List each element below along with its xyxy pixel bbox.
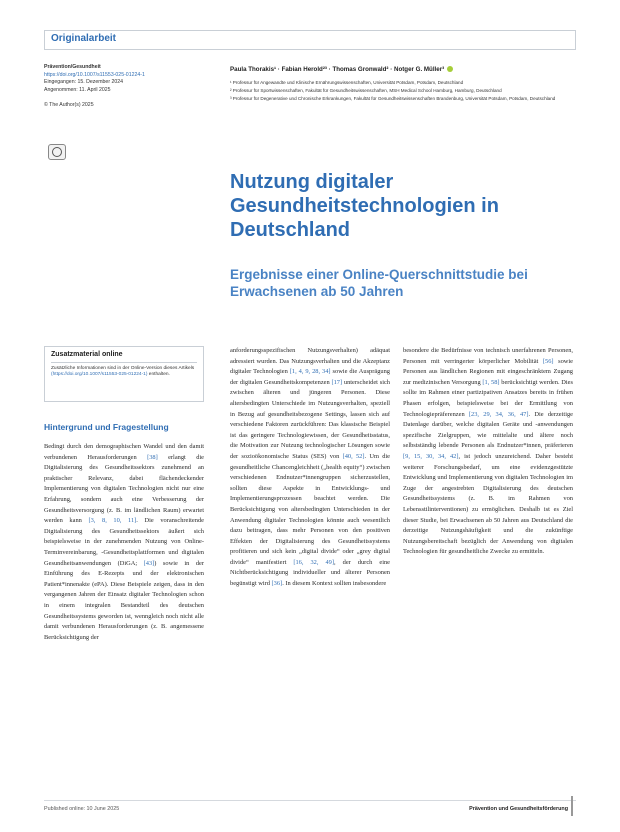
supplement-tail: enthalten. — [147, 372, 170, 378]
article-type-bar — [44, 30, 576, 50]
citation-link[interactable]: [9, 15, 30, 34, 42] — [403, 452, 459, 460]
meta-label: Prävention/Gesundheit — [44, 64, 101, 70]
col1-text: . Die voranschreitende Digitalisierung des Gesundheitssektors äußert sich beispielsweise in der zunehmenden Nutzung von Online-Terminvereinbarung, -Gesundheitsplattformen und digitalen Gesundheitsanwendungen (DiGA; — [44, 517, 204, 567]
journal-name: Prävention und Gesundheitsförderung — [469, 806, 568, 812]
col3-text: berücksichtigt werden. Dies sollte im Rahmen einer partizipativen Ansatzes bereits in frühen Phasen erfolgen, beispielsweise bei der Ermittlung von Technologiepräferenzen — [403, 378, 573, 418]
col2-text: unterscheidet sich zwischen älteren und jüngeren Personen. Diese altersbedingten Unterschiede im Nutzungsverhalten, speziell in Bezug auf gesundheitsbezogene Settings, lassen sich auf verschiedene Faktoren zurückführen: Das klassische Beispiel ist das geringere Technologiewissen, der Gesundheitsstatus, die Motivation zur Nutzung technologischer Lösungen sowie der sozioökonomische Status (SES) von — [230, 378, 391, 460]
col3-text: . Die derzeitige Datenlage darüber, welche digitalen Geräte und -anwendungen spezifische Zielgruppen, wie mittelalte und ältere noch selbstständig lebende Personen als Endnutzer*innen, präferieren — [403, 410, 574, 450]
body-column-3 — [403, 346, 573, 558]
col2-text: , der durch eine Nichtberücksichtigung individueller und älterer Personen begünstigt wird — [230, 558, 390, 588]
col2-text: . Um die gesundheitliche Chancengleichheit („health equity“) zwischen verschiedenen Endnutzer*innengruppen sicherzustellen, sollten diese Aspekte in Entwicklungs- und Implementierungsprozessen beachtet werden. Die Berücksichtigung von altersbedingten Unterschieden in der Anwendung digitaler Technologien könnte auch wesentlich dazu beitragen, dass mehr Personen von den positiven Effekten der Digitalisierung des Gesundheitssystems profitieren und sich kein „digital divide“ oder „grey digital divide“ manifestiert — [230, 452, 390, 566]
affiliation-1: ¹ Professur für Angewandte und Klinische Ernährungswissenschaften, Universität Potsdam, Potsdam, Deutschland — [230, 80, 464, 85]
page-edge-bar — [571, 796, 573, 816]
affiliation-2: ² Professur für Sportwissenschaften, Fakultät für Gesundheitswissenschaften, MSH Medical School Hamburg, Hamburg, Deutschland — [230, 88, 502, 94]
citation-link[interactable]: [17] — [331, 378, 343, 386]
supplement-link[interactable]: (https://doi.org/10.1007/s11553-025-01224-1) — [51, 372, 148, 378]
authors-text: Paula Thorakis¹ · Fabian Herold²³ · Thomas Gronwald² · Notger G. Müller³ — [230, 66, 445, 73]
col1-text: Bedingt durch den demographischen Wandel und den damit verbundenen Herausforderungen — [44, 443, 204, 461]
citation-link[interactable]: [56] — [542, 357, 554, 365]
body-column-1 — [44, 442, 204, 643]
citation-link[interactable]: [1, 58] — [482, 378, 500, 386]
article-meta — [44, 64, 204, 110]
col1-text: erlangt die Digitalisierung des Gesundheitssektors zunehmend an praktischer Relevanz, dabei flächendeckender Implementierung von digitalen Technologien nicht nur eine Erfahrung, sondern auch eine Verbesserung der Gesundheitsversorgung (z. B. im ländlichen Raum) erwartet werden kann — [44, 453, 204, 525]
col2-text: anforderungsspezifischen Nutzungsverhalten) adäquat adressiert wurden. Das Nutzungsverhalten und die Akzeptanz digitaler Technologien — [230, 347, 390, 376]
supplement-text: Zusätzliche Informationen sind in der Online-Version dieses Artikels — [51, 366, 195, 371]
orcid-icon[interactable] — [447, 66, 453, 72]
citation-link[interactable]: [3, 8, 10, 11] — [88, 517, 137, 525]
citation-link[interactable]: [38] — [147, 453, 158, 461]
supplement-box — [44, 346, 204, 402]
citation-link[interactable]: [40, 52] — [342, 452, 365, 460]
supplement-body — [51, 366, 199, 379]
citation-link[interactable]: [16, 32, 49] — [293, 558, 335, 566]
col2-text: sowie die Ausprägung der digitalen Gesundheitskompetenzen — [230, 368, 390, 386]
col2-text: . In diesem Kontext sollten insbesondere — [282, 580, 387, 588]
supplement-heading: Zusatzmaterial online — [51, 351, 123, 358]
article-title: Nutzung digitaler Gesundheitstechnologien in Deutschland — [230, 171, 499, 241]
copyright: © The Author(s) 2025 — [44, 102, 94, 109]
body-column-2 — [230, 346, 390, 590]
citation-link[interactable]: [1, 4, 9, 28, 34] — [289, 368, 331, 376]
article-type-label: Originalarbeit — [51, 33, 117, 44]
footer-divider — [44, 800, 576, 801]
affiliations — [230, 80, 575, 105]
citation-link[interactable]: [36] — [271, 580, 283, 588]
article-subtitle: Ergebnisse einer Online-Querschnittstudie bei Erwachsenen ab 50 Jahren — [230, 267, 528, 299]
author-list — [230, 66, 575, 73]
accepted-date: Angenommen: 11. April 2025 — [44, 86, 111, 93]
open-access-icon — [48, 144, 66, 160]
affiliation-3: ³ Professur für Degenerative und Chronische Erkrankungen, Fakultät für Gesundheitswissenschaften Brandenburg, Universität Potsdam, Potsdam, Deutschland — [230, 96, 556, 102]
section-heading: Hintergrund und Fragestellung — [44, 422, 169, 432]
received-date: Eingegangen: 15. Dezember 2024 — [44, 79, 124, 86]
doi-link[interactable]: https://doi.org/10.1007/s11553-025-01224-1 — [44, 71, 145, 78]
citation-link[interactable]: [43] — [143, 559, 155, 567]
citation-link[interactable]: [23, 29, 34, 36, 47] — [468, 410, 529, 418]
col1-text: ) sowie in der Einführung des E-Rezepts und der elektronischen Patient*innenakte (ePA). Diese Beispiele zeigen, dass in den vergangenen Jahren der Einsatz digitaler Technologien schon in einem integralen Bestandteil des deutschen Gesundheitssystems geworden ist, wenngleich noch nicht alle damit verbundenen Herausforderungen (z. B. angemessene Berücksichtigung der — [44, 559, 204, 641]
col3-text: , ist jedoch unzureichend. Daher besteht weiterer Forschungsbedarf, um eine evidenzgestützte Entwicklung und Implementierung von digitalen Technologien im Zuge der angestrebten Digitalisierung des deutschen Gesundheitssystems (z. B. im Rahmen von Lebensstilinterventionen) zu ermöglichen. Deshalb ist es Ziel dieser Studie, bei Erwachsenen ab 50 Jahren aus Deutschland die derzeitige Nutzungshäufigkeit und die zukünftige Nutzungsbereitschaft bezüglich der Anwendung von digitalen Technologien für gesundheitliche Zwecke zu ermitteln. — [403, 452, 574, 556]
col3-text: besondere die Bedürfnisse von technisch unerfahrenen Personen, Personen mit verringerter körperlicher Mobilität — [403, 347, 573, 365]
supplement-divider — [51, 362, 197, 363]
published-date: Published online: 10 June 2025 — [44, 806, 120, 812]
col3-text: sowie Personen aus ländlichen Regionen mit eingeschränktem Zugang zur medizinischen Versorgung — [403, 357, 573, 386]
